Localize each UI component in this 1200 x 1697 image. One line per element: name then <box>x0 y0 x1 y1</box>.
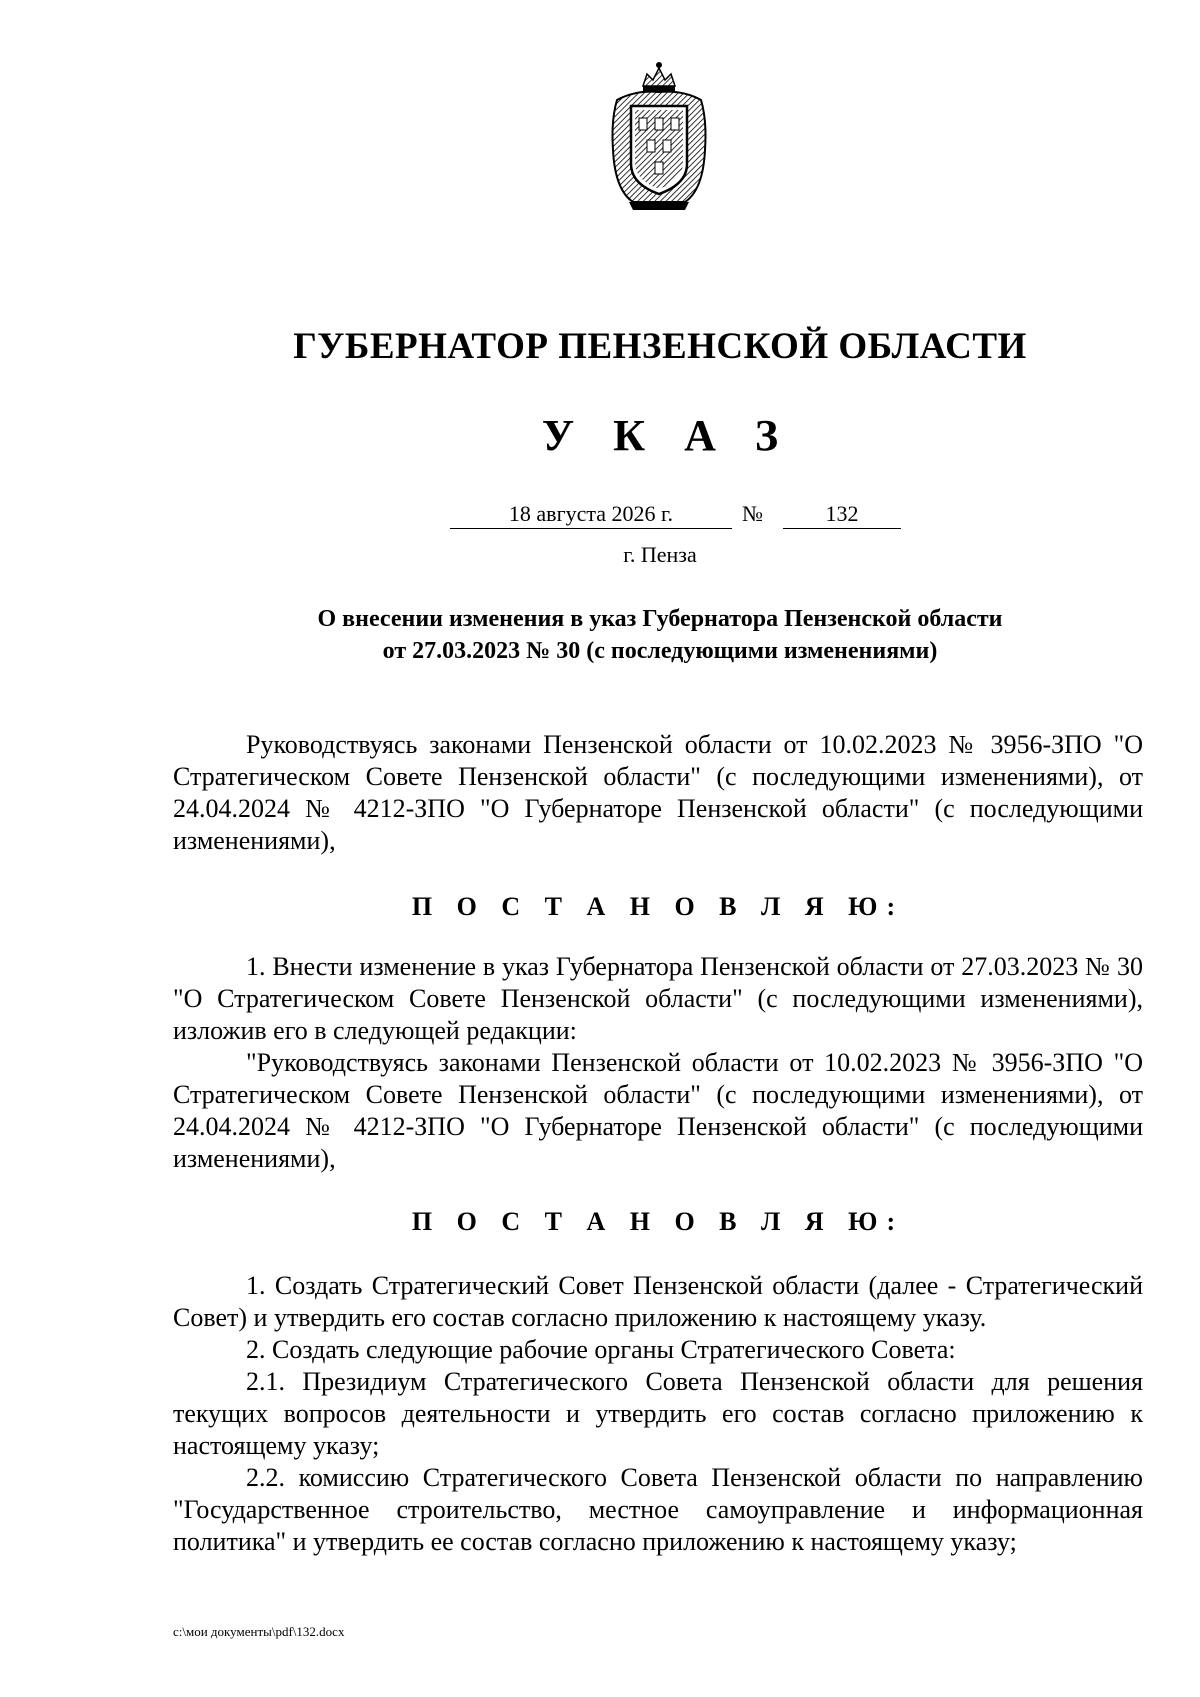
quoted-item-1: 1. Создать Стратегический Совет Пензенской области (далее - Стратегический Совет) и утвердить его состав согласно приложению к настоящему указу. <box>173 1271 1143 1332</box>
city: г. Пенза <box>623 542 697 567</box>
quoted-item-2: 2. Создать следующие рабочие органы Стратегического Совета: <box>246 1335 956 1364</box>
item-1-paragraph: 1. Внести изменение в указ Губернатора Пензенской области от 27.03.2023 № 30 "О Стратегическом Совете Пензенской области" (с последующими изменениями), изложив его в следующей редакции: <box>173 952 1143 1045</box>
preamble-paragraph: Руководствуясь законами Пензенской области от 10.02.2023 № 3956-ЗПО "О Стратегическом Совете Пензенской области" (с последующими изменениями), от 24.04.2024 № 4212-ЗПО "О Губернаторе Пензенской области" (с последующими изменениями), <box>173 730 1143 855</box>
decree-heading: П О С Т А Н О В Л Я Ю: <box>411 892 905 921</box>
quoted-item-2-2: 2.2. комиссию Стратегического Совета Пензенской области по направлению "Государственное строительство, местное самоуправление и информационная политика" и утвердить ее состав согласно приложению к настоящему указу; <box>173 1463 1143 1556</box>
decree-heading-quoted: П О С Т А Н О В Л Я Ю: <box>411 1207 905 1236</box>
quoted-items-block <box>173 1270 1143 1558</box>
document-date: 18 августа 2026 г. <box>450 500 732 529</box>
preamble-block <box>173 729 1143 857</box>
file-path-footer: c:\мои документы\pdf\132.docx <box>173 1624 345 1639</box>
authority-title: ГУБЕРНАТОР ПЕНЗЕНСКОЙ ОБЛАСТИ <box>293 326 1027 367</box>
subject-line-1: О внесении изменения в указ Губернатора Пензенской области <box>317 606 1003 632</box>
main-text-block <box>173 951 1143 1175</box>
document-number: 132 <box>783 500 901 529</box>
number-sign: № <box>742 501 763 526</box>
decree-heading-2-block <box>173 1206 1143 1238</box>
decree-heading-1-block <box>173 891 1143 923</box>
document-type: У К А З <box>541 411 793 460</box>
document-subject <box>0 603 1200 667</box>
quoted-item-2-1: 2.1. Президиум Стратегического Совета Пензенской области для решения текущих вопросов деятельности и утвердить его состав согласно приложению к настоящему указу; <box>173 1367 1143 1460</box>
subject-line-2: от 27.03.2023 № 30 (с последующими изменениями) <box>382 638 938 664</box>
quoted-preamble-paragraph: "Руководствуясь законами Пензенской области от 10.02.2023 № 3956-ЗПО "О Стратегическом Совете Пензенской области" (с последующими изменениями), от 24.04.2024 № 4212-ЗПО "О Губернаторе Пензенской области" (с последующими изменениями), <box>173 1048 1143 1173</box>
penza-region-coat-of-arms-icon <box>603 60 715 210</box>
